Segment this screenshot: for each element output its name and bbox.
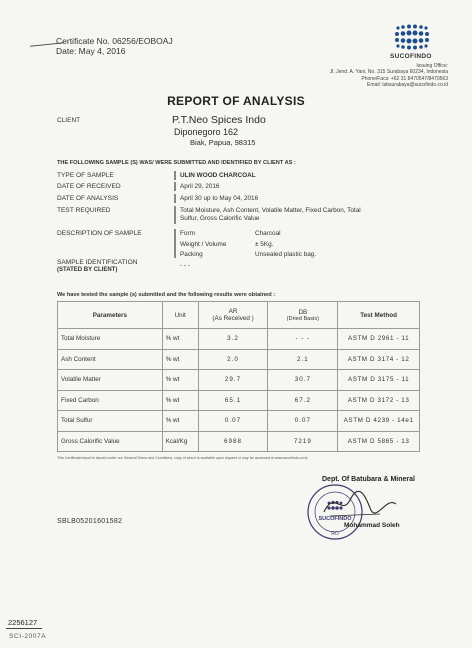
type-of-sample-label: TYPE OF SAMPLE xyxy=(57,172,114,179)
parameter-cell: Volatile Matter xyxy=(58,370,163,391)
client-address: Diponegoro 162 xyxy=(174,127,239,137)
unit-header: Unit xyxy=(162,302,198,329)
sucofindo-logo-icon xyxy=(392,22,436,52)
date-received-value: April 29, 2016 xyxy=(180,183,220,190)
date-received-label: DATE OF RECEIVED xyxy=(57,183,121,190)
signature-scribble-icon xyxy=(320,486,400,520)
table-row xyxy=(58,349,420,370)
client-city: Biak, Papua, 98315 xyxy=(190,138,256,147)
office-line: Email: labsurabaya@sucofindo.co.id xyxy=(367,81,448,88)
db-cell: - - - xyxy=(268,329,338,350)
value-marker xyxy=(174,206,176,224)
table-row xyxy=(58,329,420,350)
db-cell: 0.07 xyxy=(268,411,338,432)
parameter-cell: Ash Content xyxy=(58,349,163,370)
sample-heading: THE FOLLOWING SAMPLE (S) WAS/ WERE SUBMITTED AND IDENTIFIED BY CLIENT AS : xyxy=(57,160,296,166)
ar-header xyxy=(198,302,268,329)
office-line: Issuing Office: xyxy=(416,63,448,69)
table-row xyxy=(58,411,420,432)
ar-header-title: AR xyxy=(228,308,238,315)
ar-header-sub: (As Received ) xyxy=(212,315,254,322)
stamp-bottom-text: RO xyxy=(331,531,339,537)
reference-number: SBLB05201601582 xyxy=(57,518,123,525)
value-marker xyxy=(174,182,176,191)
ar-cell: 6988 xyxy=(198,431,268,452)
certificate-date: Date: May 4, 2016 xyxy=(56,46,126,56)
unit-cell: % wt xyxy=(162,349,198,370)
table-row xyxy=(58,390,420,411)
logo-wordmark: SUCOFINDO xyxy=(390,53,432,60)
description-label: DESCRIPTION OF SAMPLE xyxy=(57,230,142,237)
terms-footnote: This Certificate/report is issued under our General Terms and Conditions, copy of which is available upon request or may be accessed at www.sucofindo.co.id xyxy=(57,456,308,460)
parameter-cell: Total Moisture xyxy=(58,329,163,350)
table-row xyxy=(58,431,420,452)
form-label: Form xyxy=(180,230,195,237)
parameters-header: Parameters xyxy=(58,302,163,329)
parameter-cell: Total Sulfur xyxy=(58,411,163,432)
report-title: REPORT OF ANALYSIS xyxy=(167,94,305,108)
issuing-office xyxy=(330,63,448,88)
office-line: Jl. Jend. A. Yani, No. 315 Surabaya 60234, Indonesia xyxy=(329,69,448,76)
method-header: Test Method xyxy=(338,302,420,329)
db-header xyxy=(268,302,338,329)
unit-cell: Kcal/Kg xyxy=(162,431,198,452)
packing-label: Packing xyxy=(180,251,203,258)
date-analysis-label: DATE OF ANALYSIS xyxy=(57,195,119,202)
weight-value: ± 5Kg. xyxy=(255,241,274,248)
value-marker xyxy=(174,229,176,258)
method-cell: ASTM D 4239 - 14e1 xyxy=(338,411,420,432)
db-cell: 67.2 xyxy=(268,390,338,411)
db-cell: 7219 xyxy=(268,431,338,452)
identification-value: - - - xyxy=(180,262,190,269)
unit-cell: % wt xyxy=(162,329,198,350)
results-table xyxy=(57,301,420,452)
method-cell: ASTM D 5865 - 13 xyxy=(338,431,420,452)
ar-cell: 29.7 xyxy=(198,370,268,391)
table-row xyxy=(58,370,420,391)
packing-value: Unsealed plastic bag. xyxy=(255,251,317,258)
test-required-label: TEST REQUIRED xyxy=(57,207,111,214)
test-required-value-cont: Sulfur, Gross Calorific Value xyxy=(180,215,260,222)
tested-statement: We have tested the sample (s) submitted and the following results were obtained : xyxy=(57,292,276,298)
form-code: SCI-2007A xyxy=(9,633,47,640)
date-analysis-value: April 30 up to May 04, 2016 xyxy=(180,195,259,202)
department-name: Dept. Of Batubara & Mineral xyxy=(322,476,415,483)
type-of-sample-value: ULIN WOOD CHARCOAL xyxy=(180,172,256,179)
parameter-cell: Gross Calorific Value xyxy=(58,431,163,452)
method-cell: ASTM D 3174 - 12 xyxy=(338,349,420,370)
unit-cell: % wt xyxy=(162,411,198,432)
value-marker xyxy=(174,171,176,180)
ar-cell: 3.2 xyxy=(198,329,268,350)
table-header-row xyxy=(58,302,420,329)
db-header-sub: (Dried Basis) xyxy=(286,315,319,322)
method-cell: ASTM D 3172 - 13 xyxy=(338,390,420,411)
ar-cell: 0.07 xyxy=(198,411,268,432)
test-required-value: Total Moisture, Ash Content, Volatile Matter, Fixed Carbon, Total xyxy=(180,207,361,214)
identification-sublabel: (STATED BY CLIENT) xyxy=(57,267,118,273)
ar-cell: 2.0 xyxy=(198,349,268,370)
value-marker xyxy=(174,194,176,203)
client-name: P.T.Neo Spices Indo xyxy=(172,114,266,126)
serial-number: 2256127 xyxy=(8,618,38,627)
form-value: Charcoal xyxy=(255,230,281,237)
db-cell: 2.1 xyxy=(268,349,338,370)
certificate-header xyxy=(56,36,173,56)
serial-divider xyxy=(6,628,42,629)
db-header-title: DB xyxy=(298,308,308,316)
weight-label: Weight / Volume xyxy=(180,241,227,248)
client-label: CLIENT xyxy=(57,117,81,124)
office-line: Phone/Facs: +62 31 8470547/8470563 xyxy=(361,75,448,82)
method-cell: ASTM D 2961 - 11 xyxy=(338,329,420,350)
identification-label: SAMPLE IDENTIFICATION xyxy=(57,259,138,266)
parameter-cell: Fixed Carbon xyxy=(58,390,163,411)
unit-cell: % wt xyxy=(162,390,198,411)
unit-cell: % wt xyxy=(162,370,198,391)
certificate-number: Certificate No. 06256/EOBOAJ xyxy=(56,36,173,46)
signatory-name: Mohammad Soleh xyxy=(344,522,400,529)
db-cell: 30.7 xyxy=(268,370,338,391)
method-cell: ASTM D 3175 - 11 xyxy=(338,370,420,391)
stamp-text: SUCOFINDO xyxy=(318,516,352,522)
ar-cell: 65.1 xyxy=(198,390,268,411)
